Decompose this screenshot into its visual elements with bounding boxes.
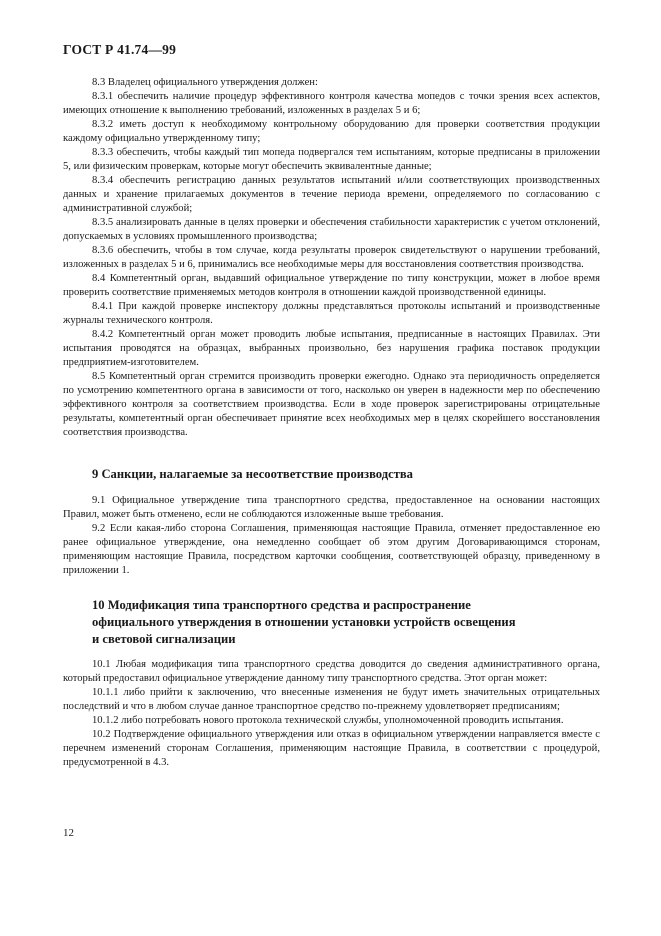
paragraph: 8.3.2 иметь доступ к необходимому контрольному оборудованию для проверки соответствия продукции каждому официально утвержденному типу; (63, 119, 600, 144)
paragraph: 10.1 Любая модификация типа транспортного средства доводится до сведения административного органа, который предоставил официальное утверждение данному типу транспортного средства. Этот орган может: (63, 659, 600, 684)
section-9-heading: 9 Санкции, налагаемые за несоответствие производства (92, 467, 413, 481)
paragraph: 8.3 Владелец официального утверждения должен: (92, 77, 318, 88)
paragraph: 9.2 Если какая-либо сторона Соглашения, применяющая настоящие Правила, отменяет предоставленное ею ранее официальное утверждение, она немедленно сообщает об этом другим Договаривающимся сторонам, применяющим настоящие Правила, посредством карточки сообщения, соответствующей образцу, приведенному в приложении 1. (63, 523, 600, 576)
page-body (63, 76, 600, 770)
paragraph: 8.4.1 При каждой проверке инспектору должны представляться протоколы испытаний и производственные журналы технического контроля. (63, 301, 600, 326)
paragraph: 10.2 Подтверждение официального утверждения или отказ в официальном утверждении направляется вместе с перечнем изменений сторонам Соглашения, применяющим настоящие Правила, в соответствии с процедурой, предусмотренной в 4.3. (63, 729, 600, 768)
paragraph: 8.3.1 обеспечить наличие процедур эффективного контроля качества мопедов с точки зрения всех аспектов, имеющих отношение к выполнению требований, изложенных в разделах 5 и 6; (63, 91, 600, 116)
paragraph: 8.3.5 анализировать данные в целях проверки и обеспечения стабильности характеристик с учетом отклонений, допускаемых в условиях промышленного производства; (63, 217, 600, 242)
heading-line: официального утверждения в отношении установки устройств освещения (92, 615, 516, 629)
paragraph: 8.3.3 обеспечить, чтобы каждый тип мопеда подвергался тем испытаниям, которые предписаны в приложении 5, или физическим проверкам, которые могут обеспечить эквивалентные данные; (63, 147, 600, 172)
paragraph: 8.4.2 Компетентный орган может проводить любые испытания, предписанные в настоящих Правилах. Эти испытания проводятся на образцах, выбранных произвольно, без нарушения графика поставок продукции предприятием-изготовителем. (63, 329, 600, 368)
paragraph: 8.4 Компетентный орган, выдавший официальное утверждение по типу конструкции, может в любое время проверить соответствие применяемых методов контроля в отношении каждой производственной единицы. (63, 273, 600, 298)
paragraph: 8.3.6 обеспечить, чтобы в том случае, когда результаты проверок свидетельствуют о нарушении требований, изложенных в разделах 5 и 6, принимались все необходимые меры для восстановления соответствия производства. (63, 245, 600, 270)
paragraph: 9.1 Официальное утверждение типа транспортного средства, предоставленное на основании настоящих Правил, может быть отменено, если не соблюдаются изложенные выше требования. (63, 495, 600, 520)
paragraph: 8.5 Компетентный орган стремится производить проверки ежегодно. Однако эта периодичность определяется по усмотрению компетентного органа в зависимости от того, насколько он уверен в надежности мер по обеспечению эффективного контроля за соответствием производства. Если в ходе проверок зарегистрированы отрицательные результаты, компетентный орган обеспечивает принятие всех необходимых мер в целях скорейшего восстановления соответствия производства. (63, 371, 600, 438)
heading-line: 10 Модификация типа транспортного средства и распространение (92, 598, 471, 612)
page-number: 12 (63, 827, 74, 839)
section-10-heading (63, 597, 600, 648)
document-header: ГОСТ Р 41.74—99 (63, 42, 177, 57)
paragraph: 10.1.1 либо прийти к заключению, что внесенные изменения не будут иметь значительных отрицательных последствий и что в любом случае данное транспортное средство по-прежнему удовлетворяет предписаниям; (63, 687, 600, 712)
heading-line: и световой сигнализации (92, 632, 236, 646)
paragraph: 10.1.2 либо потребовать нового протокола технической службы, уполномоченной проводить испытания. (92, 715, 564, 726)
paragraph: 8.3.4 обеспечить регистрацию данных результатов испытаний и/или соответствующих производственных данных и хранение прилагаемых документов в течение периода времени, определяемого по согласованию с административной службой; (63, 175, 600, 214)
